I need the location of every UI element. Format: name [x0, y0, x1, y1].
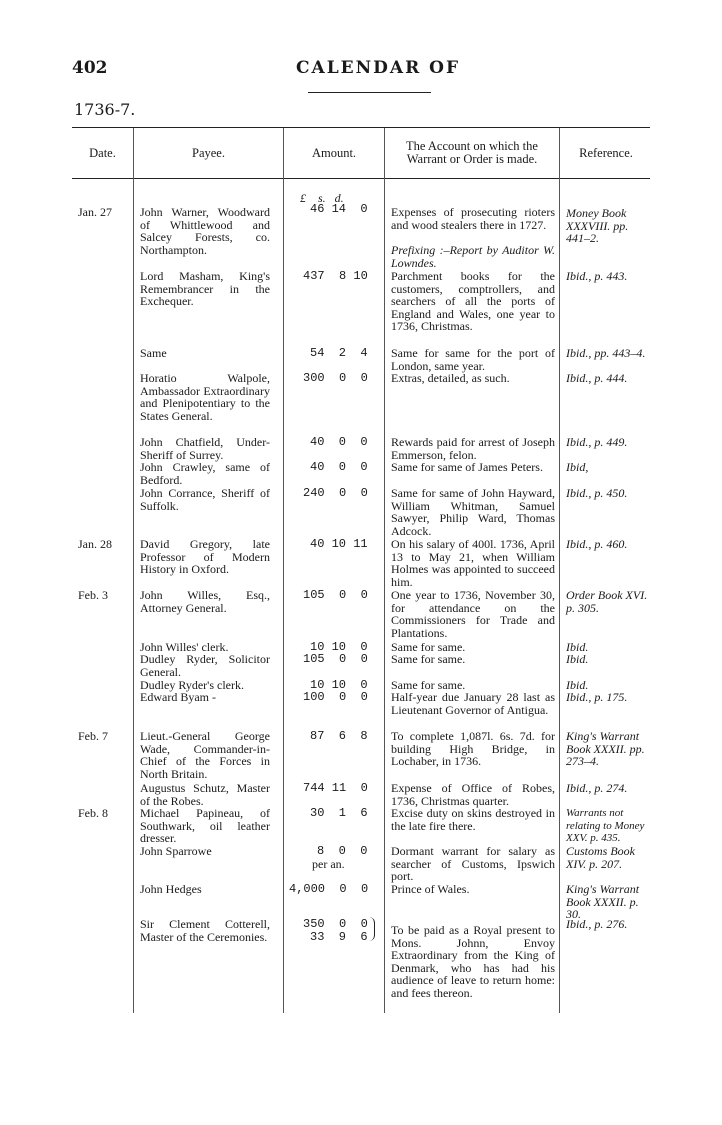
row-payee: Sir Clement Cotterell, Master of the Ceremonies.: [140, 917, 270, 944]
title-rule: [308, 92, 431, 93]
column-header-account: The Account on which the Warrant or Order is made.: [406, 139, 538, 166]
amount-bracket: [369, 917, 375, 941]
row-reference: Ibid.: [566, 640, 589, 654]
row-account: Extras, detailed, as such.: [391, 371, 510, 385]
row-payee: John Hedges: [140, 882, 202, 896]
row-payee: Lieut.-General George Wade, Commander-in-Chief of the Forces in North Britain.: [140, 729, 270, 781]
row-date: Jan. 27: [78, 205, 112, 219]
row-account: Same for same of John Hayward, William Whitman, Samuel Sawyer, Philip Ward, Thomas Adcock.: [391, 486, 555, 538]
row-account: Dormant warrant for salary as searcher of Customs, Ipswich port.: [391, 844, 555, 884]
row-payee: John Willes' clerk.: [140, 640, 229, 654]
row-reference: Ibid., p. 460.: [566, 537, 628, 551]
currency-units: £ s. d.: [300, 191, 344, 205]
running-title: CALENDAR OF: [296, 58, 461, 78]
row-payee: Dudley Ryder's clerk.: [140, 678, 244, 692]
column-header-reference: Reference.: [579, 146, 633, 160]
row-amount: 437 8 10: [303, 269, 368, 283]
row-reference: Customs Book XIV. p. 207.: [566, 844, 635, 871]
row-reference: Ibid,: [566, 460, 589, 474]
row-account: Same for same.: [391, 640, 466, 654]
table-top-rule: [72, 127, 650, 128]
row-payee: Augustus Schutz, Master of the Robes.: [140, 781, 270, 808]
row-date: Jan. 28: [78, 537, 112, 551]
row-amount: 100 0 0: [303, 690, 368, 704]
row-reference: Money Book XXXVIII. pp. 441–2.: [566, 206, 629, 246]
row-account: Excise duty on skins destroyed in the late fire there.: [391, 806, 555, 833]
row-reference: Ibid., p. 175.: [566, 690, 628, 704]
row-amount-note: per an.: [312, 857, 345, 871]
row-payee: John Willes, Esq., Attorney General.: [140, 588, 270, 615]
row-date: Feb. 8: [78, 806, 108, 820]
row-reference: King's Warrant Book XXXII. p. 30.: [566, 882, 640, 922]
row-amount: 105 0 0: [303, 652, 368, 666]
row-amount: 4,000 0 0: [289, 882, 369, 896]
row-account: On his salary of 400l. 1736, April 13 to May 21, when William Holmes was appointed to succeed him.: [391, 537, 555, 589]
row-reference: Ibid., p. 444.: [566, 371, 628, 385]
row-reference: King's Warrant Book XXXII. pp. 273–4.: [566, 729, 645, 769]
row-account: Parchment books for the customers, comptrollers, and searchers of all the ports of England and Wales, one year to 1736, Christmas.: [391, 269, 555, 334]
row-payee: Lord Masham, King's Remembrancer in the Exchequer.: [140, 269, 270, 309]
row-payee: John Sparrowe: [140, 844, 212, 858]
row-amount: 8 0 0: [317, 844, 368, 858]
row-payee: David Gregory, late Professor of Modern History in Oxford.: [140, 537, 270, 577]
column-divider: [559, 128, 560, 1013]
row-account: Expense of Office of Robes, 1736, Christmas quarter.: [391, 781, 555, 808]
row-amount-secondary: 33 9 6: [310, 930, 368, 944]
row-reference: Ibid., p. 276.: [566, 917, 628, 931]
row-account: Same for same of James Peters.: [391, 460, 543, 474]
page-number: 402: [72, 58, 108, 78]
row-payee: Horatio Walpole, Ambassador Extraordinary and Plenipotentiary to the States General.: [140, 371, 270, 423]
row-payee: John Crawley, same of Bedford.: [140, 460, 270, 487]
row-amount: 46 14 0: [310, 202, 368, 216]
row-account: Same for same for the port of London, same year.: [391, 346, 555, 373]
row-date: Feb. 3: [78, 588, 108, 602]
row-amount: 350 0 0: [303, 917, 368, 931]
row-reference: Order Book XVI. p. 305.: [566, 588, 648, 615]
row-reference: Ibid.: [566, 678, 589, 692]
row-account-note: Prefixing :–Report by Auditor W. Lowndes.: [391, 243, 555, 270]
row-amount: 40 0 0: [310, 460, 368, 474]
row-amount: 10 10 0: [310, 640, 368, 654]
column-divider: [133, 128, 134, 1013]
column-header-payee: Payee.: [192, 146, 225, 160]
row-amount: 87 6 8: [310, 729, 368, 743]
row-payee: Dudley Ryder, Solicitor General.: [140, 652, 270, 679]
row-reference: Ibid., pp. 443–4.: [566, 346, 646, 360]
row-amount: 40 10 11: [310, 537, 368, 551]
row-account: Prince of Wales.: [391, 882, 470, 896]
row-payee: Michael Papineau, of Southwark, oil leather dresser.: [140, 806, 270, 846]
row-reference: Warrants not relating to Money XXV. p. 435.: [566, 807, 645, 845]
row-payee: John Chatfield, Under-Sheriff of Surrey.: [140, 435, 270, 462]
row-amount: 105 0 0: [303, 588, 368, 602]
row-account: One year to 1736, November 30, for attendance on the Commissioners for Trade and Plantations.: [391, 588, 555, 640]
row-reference: Ibid., p. 443.: [566, 269, 628, 283]
row-reference: Ibid., p. 274.: [566, 781, 628, 795]
row-reference: Ibid.: [566, 652, 589, 666]
row-reference: Ibid., p. 449.: [566, 435, 628, 449]
row-account: To complete 1,087l. 6s. 7d. for building High Bridge, in Lochaber, in 1736.: [391, 729, 555, 769]
column-divider: [384, 128, 385, 1013]
row-account: Half-year due January 28 last as Lieutenant Governor of Antigua.: [391, 690, 555, 717]
row-account: Rewards paid for arrest of Joseph Emmerson, felon.: [391, 435, 555, 462]
row-payee: Edward Byam -: [140, 690, 216, 704]
column-header-amount: Amount.: [311, 146, 357, 160]
row-reference: Ibid., p. 450.: [566, 486, 628, 500]
column-divider: [283, 128, 284, 1013]
row-amount: 40 0 0: [310, 435, 368, 449]
row-amount: 10 10 0: [310, 678, 368, 692]
row-amount: 744 11 0: [303, 781, 368, 795]
column-header-date: Date.: [89, 146, 116, 160]
row-amount: 54 2 4: [310, 346, 368, 360]
row-account: Expenses of prosecuting rioters and wood stealers there in 1727.: [391, 205, 555, 232]
row-date: Feb. 7: [78, 729, 108, 743]
row-account: Same for same.: [391, 678, 466, 692]
row-amount: 300 0 0: [303, 371, 368, 385]
row-account: Same for same.: [391, 652, 466, 666]
row-payee: Same: [140, 346, 167, 360]
row-amount: 240 0 0: [303, 486, 368, 500]
row-account: To be paid as a Royal present to Mons. Johnn, Envoy Extraordinary from the King of Denmark, who has had his audience of leave to return home: and fees thereon.: [391, 923, 555, 1000]
year-range: 1736-7.: [74, 100, 136, 119]
row-payee: John Corrance, Sheriff of Suffolk.: [140, 486, 270, 513]
row-payee: John Warner, Woodward of Whittlewood and Salcey Forests, co. Northampton.: [140, 205, 270, 257]
table-header-rule: [72, 178, 650, 179]
row-amount: 30 1 6: [310, 806, 368, 820]
